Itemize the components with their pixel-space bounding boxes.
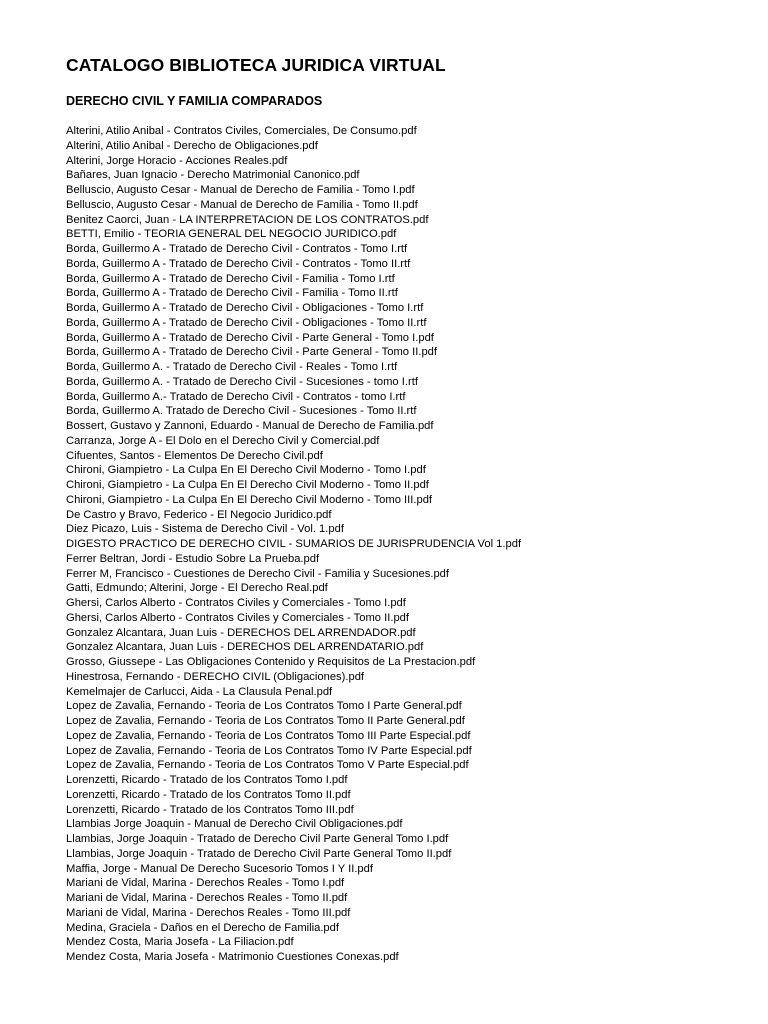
catalog-entry: Diez Picazo, Luis - Sistema de Derecho Civil - Vol. 1.pdf xyxy=(66,523,344,536)
catalog-entry: Borda, Guillermo A - Tratado de Derecho Civil - Parte General - Tomo II.pdf xyxy=(66,346,438,359)
catalog-entry: Maffia, Jorge - Manual De Derecho Sucesorio Tomos I Y II.pdf xyxy=(66,862,373,875)
catalog-entry: Cifuentes, Santos - Elementos De Derecho Civil.pdf xyxy=(66,449,323,462)
catalog-entry: Belluscio, Augusto Cesar - Manual de Derecho de Familia - Tomo II.pdf xyxy=(66,198,418,211)
catalog-entry: Hinestrosa, Fernando - DERECHO CIVIL (Obligaciones).pdf xyxy=(66,670,365,683)
catalog-entry: Alterini, Atilio Anibal - Derecho de Obligaciones.pdf xyxy=(66,139,318,152)
catalog-entry: Borda, Guillermo A - Tratado de Derecho Civil - Contratos - Tomo I.rtf xyxy=(66,243,408,255)
catalog-entry: Chironi, Giampietro - La Culpa En El Derecho Civil Moderno - Tomo II.pdf xyxy=(66,479,429,491)
catalog-entry: Borda, Guillermo A. - Tratado de Derecho Civil - Reales - Tomo I.rtf xyxy=(66,361,398,373)
catalog-entry: Borda, Guillermo A - Tratado de Derecho Civil - Obligaciones - Tomo I.rtf xyxy=(66,302,424,314)
catalog-entry: Mariani de Vidal, Marina - Derechos Reales - Tomo I.pdf xyxy=(66,877,345,890)
catalog-entry: Ferrer Beltran, Jordi - Estudio Sobre La Prueba.pdf xyxy=(66,552,320,565)
catalog-entry: De Castro y Bravo, Federico - El Negocio Juridico.pdf xyxy=(66,508,332,521)
catalog-entry: Lopez de Zavalia, Fernando - Teoria de Los Contratos Tomo II Parte General.pdf xyxy=(66,715,465,727)
catalog-entry: Bañares, Juan Ignacio - Derecho Matrimonial Canonico.pdf xyxy=(66,169,360,182)
catalog-entry: Gonzalez Alcantara, Juan Luis - DERECHOS DEL ARRENDADOR.pdf xyxy=(66,626,416,639)
catalog-entry: Borda, Guillermo A.- Tratado de Derecho Civil - Contratos - tomo I.rtf xyxy=(66,390,406,403)
catalog-entry: Ghersi, Carlos Alberto - Contratos Civiles y Comerciales - Tomo I.pdf xyxy=(66,597,406,609)
catalog-entry: Borda, Guillermo A - Tratado de Derecho Civil - Contratos - Tomo II.rtf xyxy=(66,257,411,270)
catalog-entry: Gonzalez Alcantara, Juan Luis - DERECHOS DEL ARRENDATARIO.pdf xyxy=(66,641,424,654)
catalog-entry: Bossert, Gustavo y Zannoni, Eduardo - Manual de Derecho de Familia.pdf xyxy=(66,420,434,432)
catalog-entry: Mendez Costa, Maria Josefa - La Filiacion.pdf xyxy=(66,936,294,949)
catalog-entry: Lopez de Zavalia, Fernando - Teoria de Los Contratos Tomo III Parte Especial.pdf xyxy=(66,729,471,742)
catalog-entry: Alterini, Jorge Horacio - Acciones Reales.pdf xyxy=(66,154,288,167)
catalog-list xyxy=(66,124,521,965)
catalog-entry: Llambias, Jorge Joaquin - Tratado de Derecho Civil Parte General Tomo II.pdf xyxy=(66,847,452,860)
catalog-entry: Kemelmajer de Carlucci, Aida - La Clausula Penal.pdf xyxy=(66,685,333,698)
catalog-entry: Llambias, Jorge Joaquin - Tratado de Derecho Civil Parte General Tomo I.pdf xyxy=(66,833,449,845)
catalog-entry: Borda, Guillermo A - Tratado de Derecho Civil - Obligaciones - Tomo II.rtf xyxy=(66,316,427,329)
catalog-entry: Alterini, Atilio Anibal - Contratos Civiles, Comerciales, De Consumo.pdf xyxy=(66,125,417,137)
catalog-entry: Borda, Guillermo A. - Tratado de Derecho Civil - Sucesiones - tomo I.rtf xyxy=(66,375,418,388)
catalog-entry: Chironi, Giampietro - La Culpa En El Derecho Civil Moderno - Tomo III.pdf xyxy=(66,493,433,506)
catalog-entry: Grosso, Giussepe - Las Obligaciones Contenido y Requisitos de La Prestacion.pdf xyxy=(66,656,476,668)
catalog-entry: Borda, Guillermo A - Tratado de Derecho Civil - Familia - Tomo I.rtf xyxy=(66,272,395,285)
catalog-entry: Mariani de Vidal, Marina - Derechos Reales - Tomo III.pdf xyxy=(66,906,351,919)
catalog-entry: Carranza, Jorge A - El Dolo en el Derecho Civil y Comercial.pdf xyxy=(66,434,380,447)
catalog-entry: Gatti, Edmundo; Alterini, Jorge - El Derecho Real.pdf xyxy=(66,582,328,595)
catalog-entry: Lopez de Zavalia, Fernando - Teoria de Los Contratos Tomo IV Parte Especial.pdf xyxy=(66,744,472,757)
section-heading: DERECHO CIVIL Y FAMILIA COMPARADOS xyxy=(66,94,323,108)
catalog-entry: Mariani de Vidal, Marina - Derechos Reales - Tomo II.pdf xyxy=(66,892,348,904)
catalog-entry: Lopez de Zavalia, Fernando - Teoria de Los Contratos Tomo I Parte General.pdf xyxy=(66,700,462,713)
catalog-entry: Lopez de Zavalia, Fernando - Teoria de Los Contratos Tomo V Parte Especial.pdf xyxy=(66,759,469,772)
catalog-entry: Ghersi, Carlos Alberto - Contratos Civiles y Comerciales - Tomo II.pdf xyxy=(66,611,409,624)
catalog-entry: Borda, Guillermo A - Tratado de Derecho Civil - Familia - Tomo II.rtf xyxy=(66,287,398,300)
catalog-entry: BETTI, Emilio - TEORIA GENERAL DEL NEGOCIO JURIDICO.pdf xyxy=(66,228,397,241)
catalog-entry: Llambias Jorge Joaquin - Manual de Derecho Civil Obligaciones.pdf xyxy=(66,818,403,831)
catalog-entry: Mendez Costa, Maria Josefa - Matrimonio Cuestiones Conexas.pdf xyxy=(66,951,399,963)
catalog-entry: Borda, Guillermo A. Tratado de Derecho Civil - Sucesiones - Tomo II.rtf xyxy=(66,405,417,418)
document-title: CATALOGO BIBLIOTECA JURIDICA VIRTUAL xyxy=(66,55,446,75)
catalog-entry: Chironi, Giampietro - La Culpa En El Derecho Civil Moderno - Tomo I.pdf xyxy=(66,464,426,477)
catalog-entry: Benitez Caorci, Juan - LA INTERPRETACION DE LOS CONTRATOS.pdf xyxy=(66,213,429,226)
catalog-entry: Medina, Graciela - Daños en el Derecho de Familia.pdf xyxy=(66,921,339,934)
catalog-entry: Lorenzetti, Ricardo - Tratado de los Contratos Tomo I.pdf xyxy=(66,774,348,786)
catalog-entry: Lorenzetti, Ricardo - Tratado de los Contratos Tomo II.pdf xyxy=(66,788,351,801)
catalog-entry: Borda, Guillermo A - Tratado de Derecho Civil - Parte General - Tomo I.pdf xyxy=(66,331,434,344)
catalog-entry: Lorenzetti, Ricardo - Tratado de los Contratos Tomo III.pdf xyxy=(66,803,354,816)
catalog-entry: DIGESTO PRACTICO DE DERECHO CIVIL - SUMARIOS DE JURISPRUDENCIA Vol 1.pdf xyxy=(66,538,522,550)
catalog-entry: Ferrer M, Francisco - Cuestiones de Derecho Civil - Familia y Sucesiones.pdf xyxy=(66,567,449,580)
catalog-entry: Belluscio, Augusto Cesar - Manual de Derecho de Familia - Tomo I.pdf xyxy=(66,184,415,196)
